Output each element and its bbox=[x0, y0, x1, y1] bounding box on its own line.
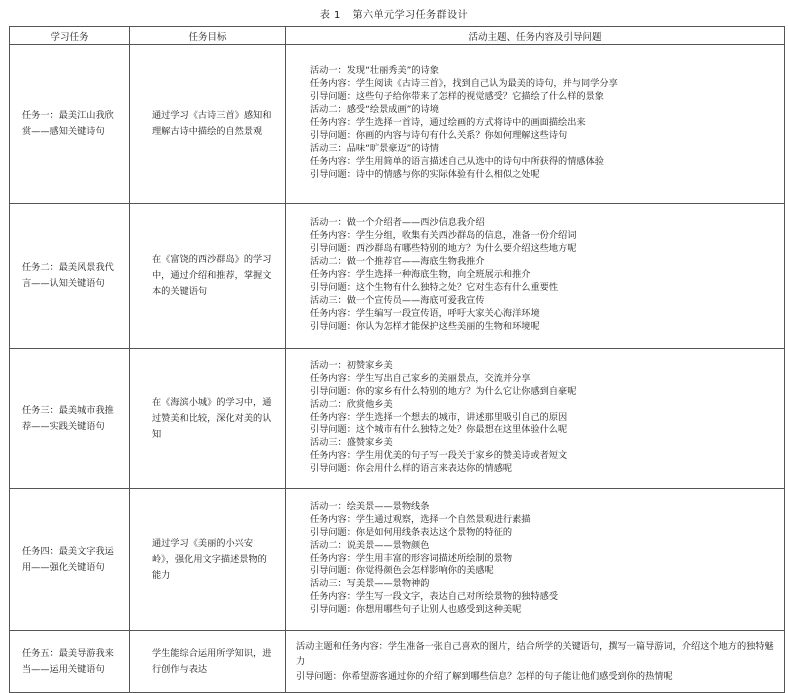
activity-line: 引导问题：这个城市有什么独特之处？你最想在这里体验什么呢 bbox=[310, 424, 568, 436]
task-cell: 任务一：最美江山我欣赏——感知关键诗句 bbox=[10, 45, 130, 204]
activity-line: 活动二：说美景——景物颜色 bbox=[310, 539, 430, 551]
activity-line: 引导问题：这些句子给你带来了怎样的视觉感受？它描绘了什么样的景象 bbox=[310, 91, 604, 103]
activity-line: 活动二：做一个推荐官——海底生物我推介 bbox=[310, 256, 485, 268]
activity-cell bbox=[286, 204, 785, 349]
activity-line: 任务内容：学生用简单的语言描述自己从选中的诗句中所获得的情感体验 bbox=[310, 155, 604, 167]
activity-line: 引导问题：这个生物有什么独特之处？它对生态有什么重要性 bbox=[310, 281, 559, 293]
table-row bbox=[10, 631, 785, 693]
task-cell: 任务五：最美导游我来当——运用关键语句 bbox=[10, 631, 130, 693]
task-design-table bbox=[9, 26, 785, 693]
task-cell: 任务二：最美风景我代言——认知关键语句 bbox=[10, 204, 130, 349]
table-row bbox=[10, 489, 785, 631]
header-row bbox=[10, 27, 785, 45]
activity-line: 任务内容：学生用丰富的形容词描述所绘制的景物 bbox=[310, 552, 513, 564]
goal-cell: 通过学习《古诗三首》感知和理解古诗中描绘的自然景观 bbox=[130, 45, 286, 204]
header-task: 学习任务 bbox=[10, 27, 130, 45]
activity-line: 任务内容：学生选择一种海底生物，向全班展示和推介 bbox=[310, 269, 531, 281]
activity-line: 活动一：发现“壮丽秀美”的诗象 bbox=[310, 65, 439, 77]
table-row bbox=[10, 349, 785, 489]
activity-line: 任务内容：学生写一段文字，表达自己对所绘景物的独特感受 bbox=[310, 591, 559, 603]
activity-line: 活动一：绘美景——景物线条 bbox=[310, 500, 430, 512]
activity-line: 任务内容：学生选择一个想去的城市，讲述那里吸引自己的原因 bbox=[310, 411, 568, 423]
activity-line: 任务内容：学生选择一首诗，通过绘画的方式将诗中的画面描绘出来 bbox=[310, 117, 586, 129]
activity-line: 引导问题：诗中的情感与你的实际体验有什么相似之处呢 bbox=[310, 168, 540, 180]
activity-line: 引导问题：你觉得颜色会怎样影响你的美感呢 bbox=[310, 565, 494, 577]
caption-label: 表 1 bbox=[319, 10, 341, 21]
header-activity: 活动主题、任务内容及引导问题 bbox=[286, 27, 785, 45]
activity-line: 引导问题：你会用什么样的语言来表达你的情感呢 bbox=[310, 463, 513, 475]
activity-line: 引导问题：你认为怎样才能保护这些美丽的生物和环境呢 bbox=[310, 320, 540, 332]
goal-cell: 学生能综合运用所学知识，进行创作与表达 bbox=[130, 631, 286, 693]
activity-line: 活动一：做一个介绍者——西沙信息我介绍 bbox=[310, 217, 485, 229]
activity-line: 任务内容：学生阅读《古诗三首》，找到自己认为最美的诗句，并与同学分享 bbox=[310, 78, 618, 90]
activity-line: 引导问题：你希望游客通过你的介绍了解到哪些信息？怎样的句子能让他们感受到你的热情呢 bbox=[296, 670, 673, 682]
activity-line: 引导问题：你的家乡有什么特别的地方？为什么它让你感到自豪呢 bbox=[310, 385, 577, 397]
table-row bbox=[10, 204, 785, 349]
table-row bbox=[10, 45, 785, 204]
task-cell: 任务三：最美城市我推荐——实践关键语句 bbox=[10, 349, 130, 489]
activity-line: 活动二：欣赏他乡美 bbox=[310, 398, 393, 410]
table-caption bbox=[0, 6, 788, 21]
activity-line: 任务内容：学生用优美的句子写一段关于家乡的赞美诗或者短文 bbox=[310, 450, 568, 462]
header-goal: 任务目标 bbox=[130, 27, 286, 45]
task-cell: 任务四：最美文字我运用——强化关键语句 bbox=[10, 489, 130, 631]
activity-line: 引导问题：你画的内容与诗句有什么关系？你如何理解这些诗句 bbox=[310, 129, 568, 141]
activity-line: 引导问题：你想用哪些句子让别人也感受到这种美呢 bbox=[310, 604, 522, 616]
activity-line: 活动三：做一个宣传员——海底可爱我宣传 bbox=[310, 294, 485, 306]
activity-line: 活动三：写美景——景物神韵 bbox=[310, 578, 430, 590]
goal-cell: 在《海滨小城》的学习中，通过赞美和比较，深化对美的认知 bbox=[130, 349, 286, 489]
activity-line: 任务内容：学生分组，收集有关西沙群岛的信息，准备一份介绍词 bbox=[310, 230, 577, 242]
activity-cell bbox=[286, 489, 785, 631]
activity-line: 活动三：品味“旷景豪迈”的诗情 bbox=[310, 142, 439, 154]
activity-line: 活动主题和任务内容：学生准备一张自己喜欢的图片，结合所学的关键语句，撰写一篇导游词，介绍这个地方的独特魅力 bbox=[296, 640, 774, 667]
activity-line: 引导问题：西沙群岛有哪些特别的地方？为什么要介绍这些地方呢 bbox=[310, 243, 577, 255]
goal-cell: 通过学习《美丽的小兴安岭》，强化用文字描述景物的能力 bbox=[130, 489, 286, 631]
activity-cell bbox=[286, 45, 785, 204]
goal-cell: 在《富饶的西沙群岛》的学习中，通过介绍和推荐，掌握文本的关键语句 bbox=[130, 204, 286, 349]
caption-title: 第六单元学习任务群设计 bbox=[352, 10, 469, 21]
activity-line: 引导问题：你是如何用线条表达这个景物的特征的 bbox=[310, 526, 513, 538]
activity-line: 活动二：感受“绘景成画”的诗境 bbox=[310, 104, 439, 116]
activity-line: 活动一：初赞家乡美 bbox=[310, 359, 393, 371]
activity-line: 任务内容：学生通过观察，选择一个自然景观进行素描 bbox=[310, 513, 531, 525]
activity-line: 任务内容：学生编写一段宣传语，呼吁大家关心海洋环境 bbox=[310, 307, 540, 319]
activity-cell bbox=[286, 631, 785, 693]
activity-line: 活动三：盛赞家乡美 bbox=[310, 437, 393, 449]
activity-cell bbox=[286, 349, 785, 489]
activity-line: 任务内容：学生写出自己家乡的美丽景点，交流并分享 bbox=[310, 372, 531, 384]
